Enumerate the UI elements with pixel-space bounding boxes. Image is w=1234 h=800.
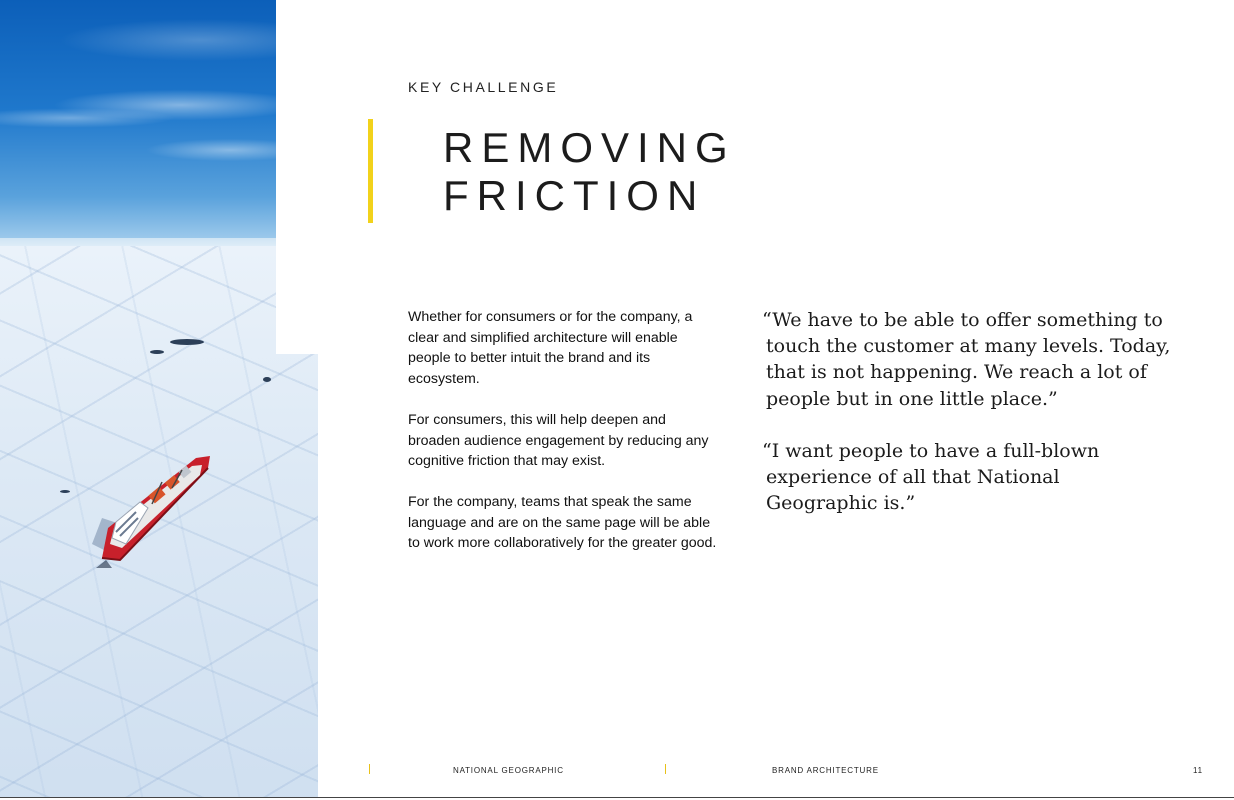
body-paragraph: Whether for consumers or for the company, a clear and simplified architecture will enable people to better intuit the brand and its ecosystem. [408,309,693,388]
title-line-1: REMOVING [443,124,736,171]
ice-hole [150,350,164,354]
pull-quote: “I want people to have a full-blown experience of all that National Geographic is.” [762,439,1100,515]
footer-rule [0,797,1234,798]
body-column [408,307,718,574]
section-eyebrow: KEY CHALLENGE [408,79,559,95]
icebreaker-photo [0,0,318,798]
footer-section: BRAND ARCHITECTURE [772,766,879,775]
body-paragraph: For consumers, this will help deepen and broaden audience engagement by reducing any cognitive friction that may exist. [408,411,709,470]
pull-quote: “We have to be able to offer something to touch the customer at many levels. Today, that is not happening. We reach a lot of people but in one little place.” [762,309,1171,410]
title-line-2: FRICTION [443,172,706,219]
page-title [443,124,736,220]
footer-tick [369,764,370,774]
body-paragraph: For the company, teams that speak the same language and are on the same page will be able to work more collaboratively for the greater good. [408,493,717,552]
icebreaker-ship [92,448,222,568]
ice-hole [170,339,204,345]
quotes-column [762,307,1172,542]
ice-hole [60,490,70,493]
sky [0,0,318,246]
page-number: 11 [1193,766,1203,775]
accent-bar [368,119,373,223]
footer-brand: NATIONAL GEOGRAPHIC [453,766,564,775]
footer-tick [665,764,666,774]
ice-hole [263,377,271,382]
